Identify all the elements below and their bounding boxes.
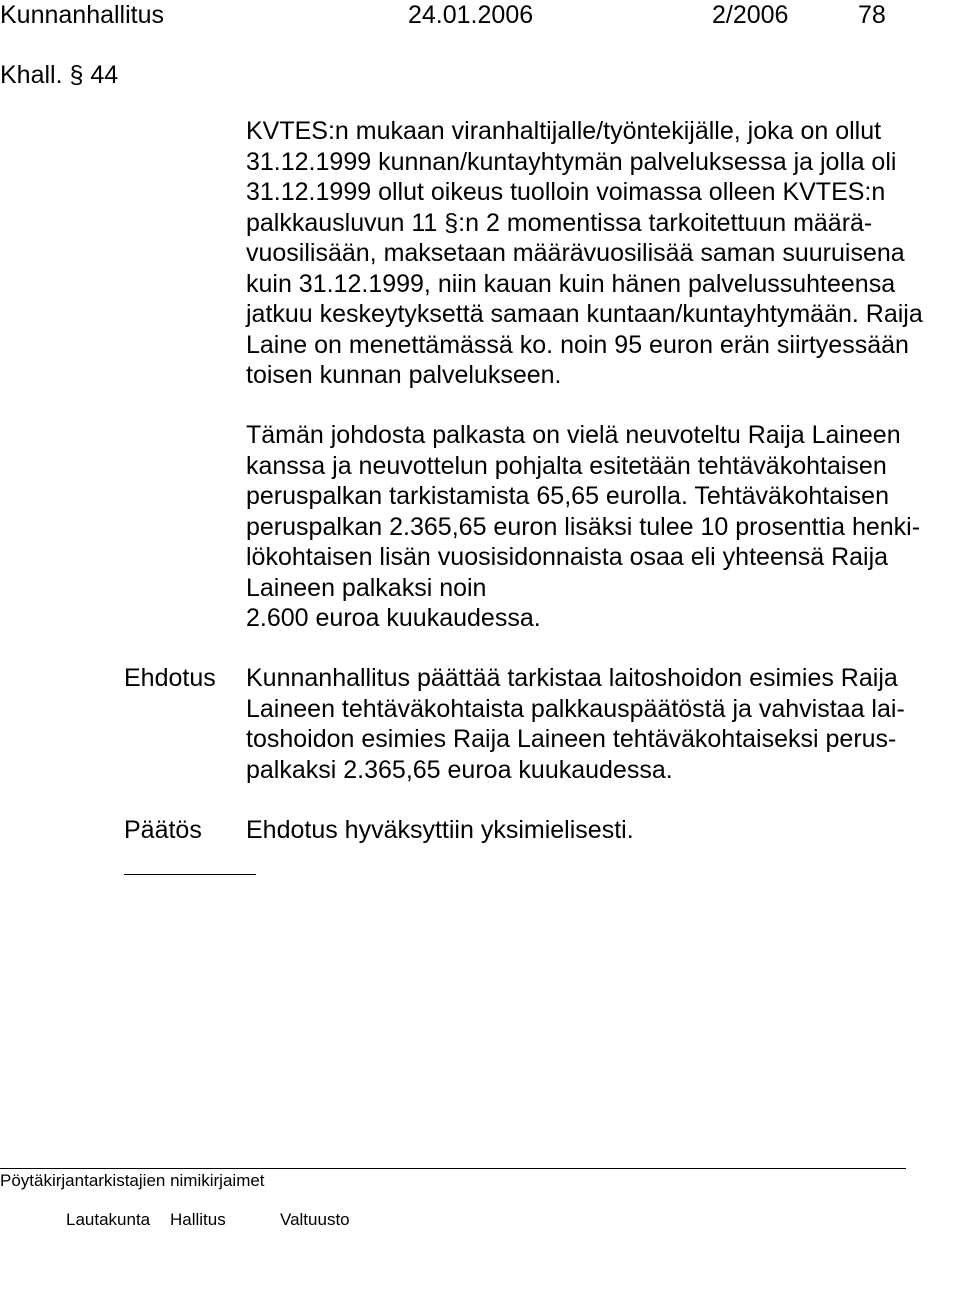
paragraph-line: kuin 31.12.1999, niin kauan kuin hänen palvelussuhteensa <box>246 269 896 298</box>
decision-label: Päätös <box>124 816 202 844</box>
paragraph-1 <box>246 116 923 391</box>
footer-col-valtuusto: Valtuusto <box>280 1210 350 1229</box>
header-issue: 2/2006 <box>712 1 789 29</box>
paragraph-line: 31.12.1999 ollut oikeus tuolloin voimassa olleen KVTES:n <box>246 178 886 206</box>
proposal-label: Ehdotus <box>124 664 216 692</box>
paragraph-line: 2.600 euroa kuukaudessa. <box>246 604 541 632</box>
signatures-label: Pöytäkirjantarkistajien nimikirjaimet <box>0 1171 265 1190</box>
paragraph-line: 31.12.1999 kunnan/kuntayhtymän palveluksessa ja jolla oli <box>246 147 897 176</box>
decision-text: Ehdotus hyväksyttiin yksimielisesti. <box>246 816 634 844</box>
paragraph-line: vuosilisään, maksetaan määrävuosilisää saman suuruisena <box>246 239 905 267</box>
paragraph-line: peruspalkan tarkistamista 65,65 eurolla. Tehtäväkohtaisen <box>246 482 889 510</box>
decision-underline <box>124 874 256 875</box>
proposal-line: Kunnanhallitus päättää tarkistaa laitoshoidon esimies Raija <box>246 664 898 692</box>
paragraph-line: lökohtaisen lisän vuosisidonnaista osaa eli yhteensä Raija <box>246 543 889 571</box>
paragraph-line: toisen kunnan palvelukseen. <box>246 361 562 389</box>
footer-col-lautakunta: Lautakunta <box>66 1210 151 1229</box>
proposal-text <box>246 663 905 785</box>
paragraph-line: kanssa ja neuvottelun pohjalta esitetään tehtäväkohtaisen <box>246 451 887 480</box>
paragraph-line: palkkausluvun 11 §:n 2 momentissa tarkoitettuun määrä- <box>246 208 873 237</box>
paragraph-line: peruspalkan 2.365,65 euron lisäksi tulee 10 prosenttia henki- <box>246 512 921 541</box>
footer-col-hallitus: Hallitus <box>170 1210 226 1229</box>
paragraph-line: KVTES:n mukaan viranhaltijalle/työntekijälle, joka on ollut <box>246 117 882 145</box>
paragraph-line: Laine on menettämässä ko. noin 95 euron erän siirtyessään <box>246 330 909 359</box>
paragraph-line: jatkuu keskeytyksettä samaan kuntaan/kuntayhtymään. Raija <box>246 300 923 328</box>
paragraph-line: Laineen palkaksi noin <box>246 573 487 602</box>
header-page-number: 78 <box>858 1 886 29</box>
paragraph-line: Tämän johdosta palkasta on vielä neuvoteltu Raija Laineen <box>246 421 901 449</box>
proposal-line: Laineen tehtäväkohtaista palkkauspäätöstä ja vahvistaa lai- <box>246 694 905 723</box>
section-reference: Khall. § 44 <box>0 61 119 89</box>
proposal-line: toshoidon esimies Raija Laineen tehtäväkohtaiseksi perus- <box>246 725 897 753</box>
header-date: 24.01.2006 <box>408 1 534 29</box>
paragraph-2 <box>246 420 920 634</box>
proposal-line: palkaksi 2.365,65 euroa kuukaudessa. <box>246 755 673 784</box>
header-org: Kunnanhallitus <box>0 1 165 29</box>
footer-rule <box>0 1168 906 1169</box>
